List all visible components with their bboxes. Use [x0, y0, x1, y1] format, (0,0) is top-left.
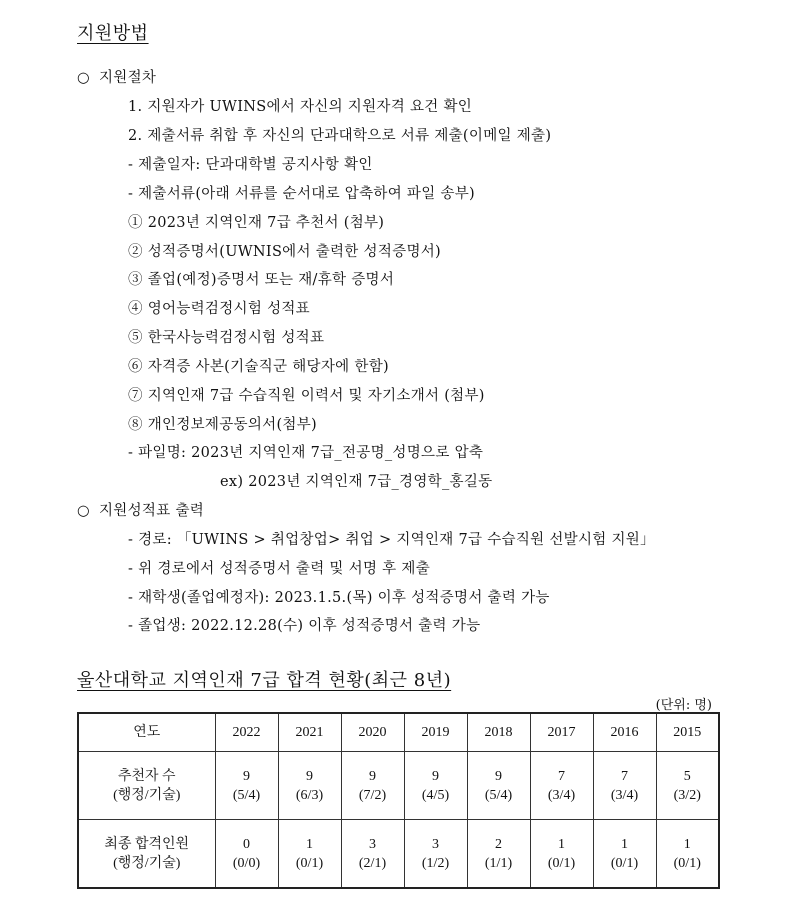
split-value: (1/1)	[484, 855, 513, 871]
section-title-application-method: 지원방법	[77, 23, 149, 44]
transcript-path-line: - 경로: 「UWINS > 취업창업> 취업 > 지역인재 7급 수습직원 선발시험 지원」	[128, 532, 655, 548]
split-value: (4/5)	[421, 787, 450, 803]
total-value: 1	[558, 836, 565, 852]
year-header-cell: 2017	[530, 713, 593, 752]
total-value: 9	[306, 768, 313, 784]
split-value: (0/1)	[295, 855, 324, 871]
year-header-cell: 2019	[404, 713, 467, 752]
total-value: 9	[243, 768, 250, 784]
row-label-sub: (행정/기술)	[113, 787, 181, 803]
procedure-heading	[77, 66, 156, 87]
submission-documents-line: - 제출서류(아래 서류를 순서대로 압축하여 파일 송부)	[128, 186, 476, 202]
year-header-cell: 2015	[656, 713, 719, 752]
row-label-main: 추천자 수	[117, 768, 176, 784]
circle-bullet-icon: ○	[77, 70, 90, 86]
year-header-cell: 2016	[593, 713, 656, 752]
split-value: (3/2)	[673, 787, 701, 803]
document-item-3: ③ 졸업(예정)증명서 또는 재/휴학 증명서	[128, 272, 395, 288]
submission-date-line: - 제출일자: 단과대학별 공지사항 확인	[128, 157, 373, 173]
year-header-cell: 2022	[215, 713, 278, 752]
procedure-step-1: 1. 지원자가 UWINS에서 자신의 지원자격 요건 확인	[128, 99, 473, 115]
document-item-8: ⑧ 개인정보제공동의서(첨부)	[128, 417, 317, 433]
document-item-1: ① 2023년 지역인재 7급 추천서 (첨부)	[128, 215, 385, 231]
value-cell	[530, 820, 593, 889]
row-label-cell	[78, 752, 215, 820]
table-row	[78, 820, 719, 889]
total-value: 9	[369, 768, 376, 784]
transcript-enrolled-line: - 재학생(졸업예정자): 2023.1.5.(목) 이후 성적증명서 출력 가능	[128, 590, 550, 606]
split-value: (0/1)	[547, 855, 576, 871]
transcript-title: 지원성적표 출력	[99, 503, 205, 519]
row-label-main: 최종 합격인원	[104, 836, 190, 852]
total-value: 9	[432, 768, 439, 784]
value-cell	[467, 820, 530, 889]
section-title-pass-status: 울산대학교 지역인재 7급 합격 현황(최근 8년)	[77, 670, 452, 691]
total-value: 1	[306, 836, 313, 852]
value-cell	[593, 752, 656, 820]
row-label-sub: (행정/기술)	[113, 855, 181, 871]
total-value: 2	[495, 836, 502, 852]
header-label-cell: 연도	[78, 713, 215, 752]
total-value: 3	[432, 836, 439, 852]
value-cell	[593, 820, 656, 889]
total-value: 9	[495, 768, 502, 784]
document-item-7: ⑦ 지역인재 7급 수습직원 이력서 및 자기소개서 (첨부)	[128, 388, 485, 404]
document-item-5: ⑤ 한국사능력검정시험 성적표	[128, 330, 325, 346]
split-value: (3/4)	[610, 787, 639, 803]
unit-label: (단위: 명)	[655, 698, 712, 713]
total-value: 1	[621, 836, 628, 852]
value-cell	[404, 820, 467, 889]
value-cell	[215, 752, 278, 820]
value-cell	[341, 820, 404, 889]
file-name-example: ex) 2023년 지역인재 7급_경영학_홍길동	[220, 474, 493, 490]
split-value: (6/3)	[295, 787, 324, 803]
split-value: (2/1)	[358, 855, 387, 871]
split-value: (0/1)	[673, 855, 701, 871]
value-cell	[215, 820, 278, 889]
procedure-step-2: 2. 제출서류 취합 후 자신의 단과대학으로 서류 제출(이메일 제출)	[128, 128, 552, 144]
circle-bullet-icon: ○	[77, 503, 90, 519]
year-header-cell: 2018	[467, 713, 530, 752]
document-item-4: ④ 영어능력검정시험 성적표	[128, 301, 310, 317]
document-item-2: ② 성적증명서(UWNIS에서 출력한 성적증명서)	[128, 244, 442, 260]
total-value: 7	[558, 768, 565, 784]
pass-status-table	[77, 712, 720, 889]
procedure-title: 지원절차	[99, 70, 157, 86]
year-header-cell: 2021	[278, 713, 341, 752]
value-cell	[278, 752, 341, 820]
total-value: 3	[369, 836, 376, 852]
total-value: 5	[683, 768, 691, 784]
value-cell	[404, 752, 467, 820]
value-cell	[530, 752, 593, 820]
split-value: (0/0)	[232, 855, 261, 871]
file-name-line: - 파일명: 2023년 지역인재 7급_전공명_성명으로 압축	[128, 445, 484, 461]
transcript-heading	[77, 499, 204, 520]
year-header-cell: 2020	[341, 713, 404, 752]
table-header-row	[78, 713, 719, 752]
value-cell	[656, 752, 719, 820]
row-label-cell	[78, 820, 215, 889]
split-value: (5/4)	[232, 787, 261, 803]
value-cell	[341, 752, 404, 820]
value-cell	[467, 752, 530, 820]
transcript-graduate-line: - 졸업생: 2022.12.28(수) 이후 성적증명서 출력 가능	[128, 618, 481, 634]
total-value: 7	[621, 768, 628, 784]
split-value: (3/4)	[547, 787, 576, 803]
total-value: 0	[243, 836, 250, 852]
value-cell	[278, 820, 341, 889]
split-value: (0/1)	[610, 855, 639, 871]
split-value: (1/2)	[421, 855, 450, 871]
total-value: 1	[683, 836, 691, 852]
transcript-print-line: - 위 경로에서 성적증명서 출력 및 서명 후 제출	[128, 561, 430, 577]
document-item-6: ⑥ 자격증 사본(기술직군 해당자에 한함)	[128, 359, 389, 375]
value-cell	[656, 820, 719, 889]
table-row	[78, 752, 719, 820]
split-value: (7/2)	[358, 787, 387, 803]
split-value: (5/4)	[484, 787, 513, 803]
